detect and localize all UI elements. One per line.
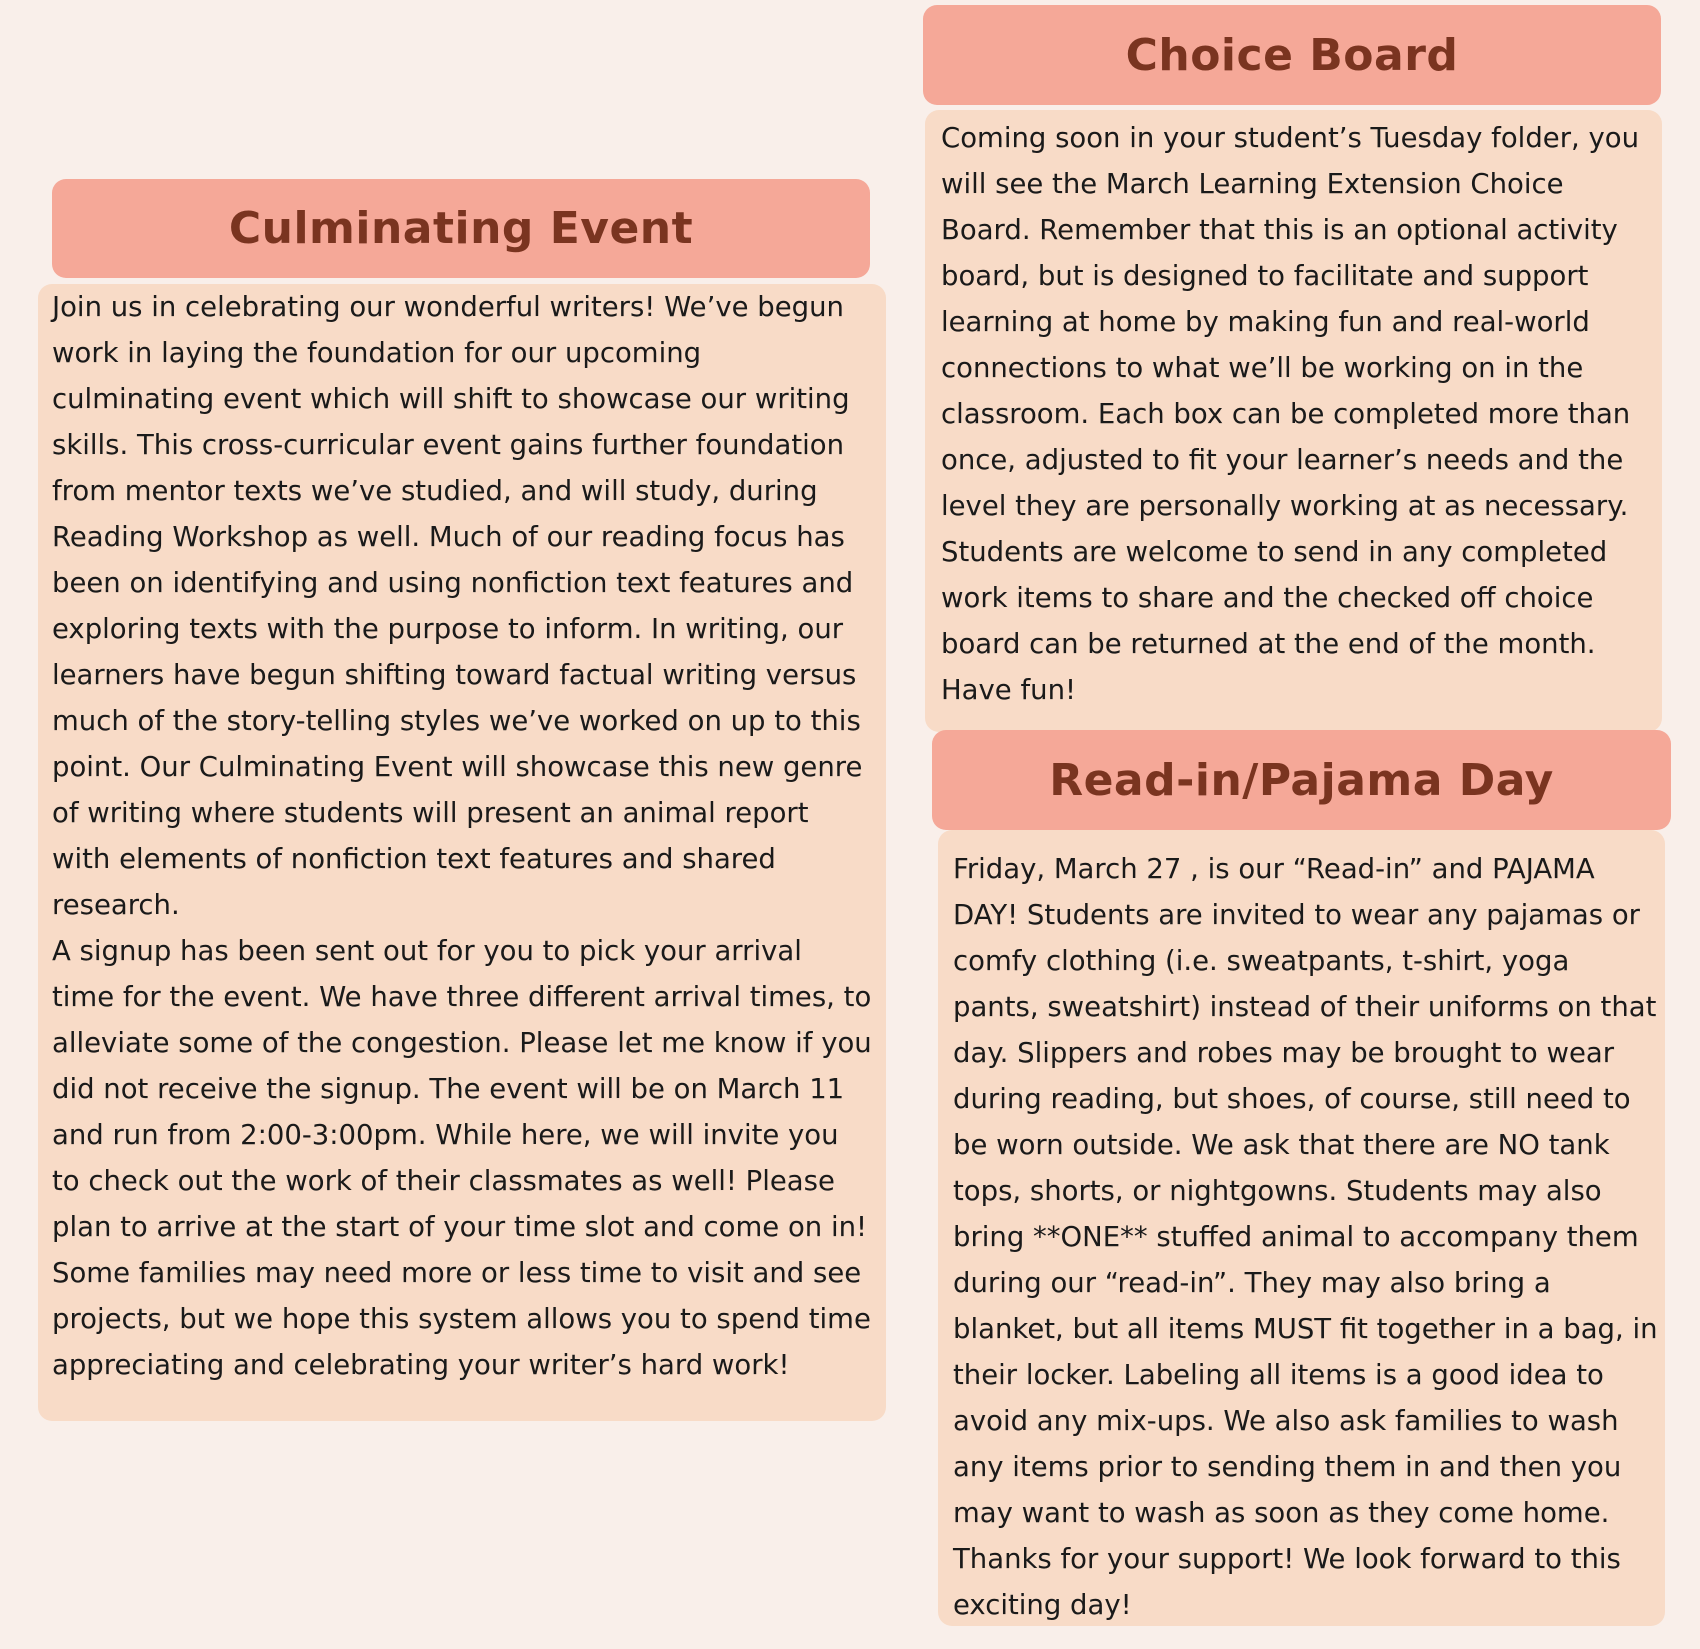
culminating-event-body <box>38 284 886 1421</box>
read-in-pajama-day-body <box>938 830 1665 1626</box>
read-in-pajama-day-title: Read-in/Pajama Day <box>1049 754 1554 806</box>
choice-board-body <box>925 110 1662 732</box>
choice-board-paragraph: Coming soon in your student’s Tuesday folder, you will see the March Learning Extension Choice Board. Remember that this is an optional activity board, but is designed to facilitate and support learning at home by making fun and real-world connections to what we’ll be working on in the classroom. Each box can be completed more than once, adjusted to fit your learner’s needs and the level they are personally working at as necessary. Students are welcome to send in any completed work items to share and the checked off choice board can be returned at the end of the month. Have fun! <box>941 122 1640 706</box>
choice-board-header <box>923 5 1661 105</box>
read-in-pajama-day-header <box>932 730 1671 830</box>
culminating-event-title: Culminating Event <box>228 203 694 254</box>
culminating-event-paragraph-1: Join us in celebrating our wonderful writers! We’ve begun work in laying the foundation for our upcoming culminating event which will shift to showcase our writing skills. This cross-curricular event gains further foundation from mentor texts we’ve studied, and will study, during Reading Workshop as well. Much of our reading focus has been on identifying and using nonfiction text features and exploring texts with the purpose to inform. In writing, our learners have begun shifting toward factual writing versus much of the story-telling styles we’ve worked on up to this point. Our Culminating Event will showcase this new genre of writing where students will present an animal report with elements of nonfiction text features and shared research. <box>52 291 863 921</box>
read-in-pajama-day-paragraph: Friday, March 27 , is our “Read-in” and PAJAMA DAY! Students are invited to wear any pajamas or comfy clothing (i.e. sweatpants, t-shirt, yoga pants, sweatshirt) instead of their uniforms on that day. Slippers and robes may be brought to wear during reading, but shoes, of course, still need to be worn outside. We ask that there are NO tank tops, shorts, or nightgowns. Students may also bring **ONE** stuffed animal to accompany them during our “read-in”. They may also bring a blanket, but all items MUST fit together in a bag, in their locker. Labeling all items is a good idea to avoid any mix-ups. We also ask families to wash any items prior to sending them in and then you may want to wash as soon as they come home. Thanks for your support! We look forward to this exciting day! <box>953 853 1658 1621</box>
choice-board-title: Choice Board <box>1125 29 1459 81</box>
culminating-event-paragraph-2: A signup has been sent out for you to pick your arrival time for the event. We have three different arrival times, to alleviate some of the congestion. Please let me know if you did not receive the signup. The event will be on March 11 and run from 2:00-3:00pm. While here, we will invite you to check out the work of their classmates as well! Please plan to arrive at the start of your time slot and come on in! Some families may need more or less time to visit and see projects, but we hope this system allows you to spend time appreciating and celebrating your writer’s hard work! <box>52 935 872 1381</box>
culminating-event-header <box>52 179 870 278</box>
